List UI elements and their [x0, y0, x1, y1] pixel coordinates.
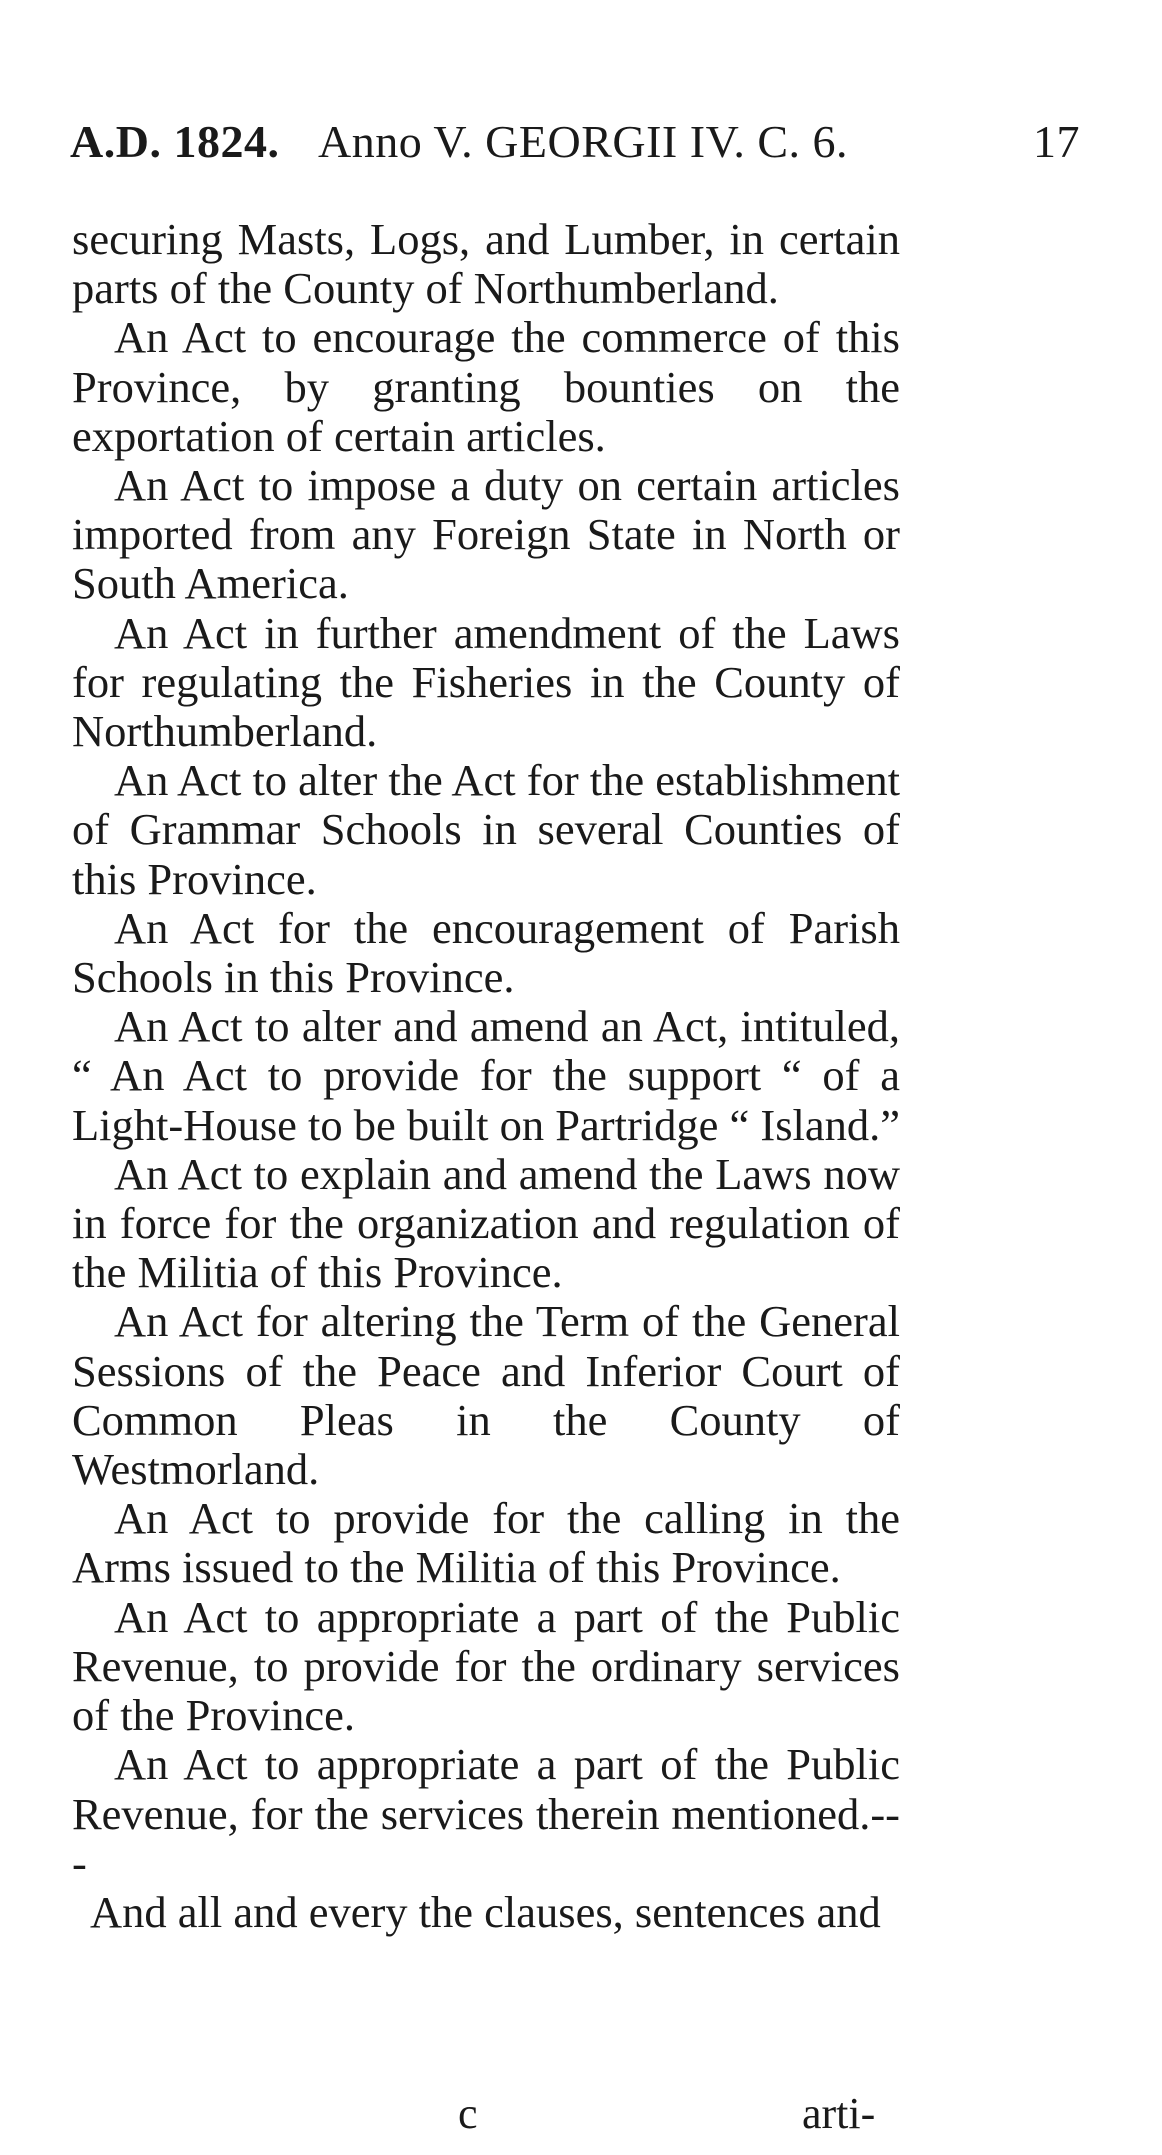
- paragraph: And all and every the clauses, sentences and: [90, 1886, 881, 1937]
- regnal-heading: Anno V. GEORGII IV. C. 6.: [318, 116, 849, 167]
- catchword: arti-: [802, 2089, 876, 2138]
- paragraph: An Act to alter and amend an Act, intituled, “ An Act to provide for the support “ of a Light-House to be built on Partridge “ Island.”: [72, 1001, 901, 1150]
- page-number: 17: [1033, 116, 1080, 167]
- paragraph: An Act in further amendment of the Laws for regulating the Fisheries in the County of Northumberland.: [72, 607, 900, 757]
- paragraph: An Act to appropriate a part of the Public Revenue, for the services therein mentioned.---: [72, 1739, 900, 1888]
- paragraph: securing Masts, Logs, and Lumber, in certain parts of the County of Northumberland.: [72, 214, 900, 314]
- paragraph: An Act to appropriate a part of the Public Revenue, to provide for the ordinary services of the Province.: [72, 1591, 900, 1741]
- paragraph: An Act to encourage the commerce of this Province, by granting bounties on the exportation of certain articles.: [72, 312, 900, 461]
- paragraph: An Act to alter the Act for the establishment of Grammar Schools in several Counties of this Province.: [72, 755, 900, 904]
- paragraph: An Act to explain and amend the Laws now in force for the organization and regulation of the Militia of this Province.: [72, 1148, 900, 1298]
- paragraph: An Act to provide for the calling in the Arms issued to the Militia of this Province.: [72, 1493, 900, 1593]
- paragraph: An Act for altering the Term of the General Sessions of the Peace and Inferior Court of Common Pleas in the County of Westmorland.: [72, 1296, 900, 1495]
- signature-mark: c: [458, 2089, 478, 2138]
- paragraph: An Act to impose a duty on certain articles imported from any Foreign State in North or South America.: [72, 460, 900, 609]
- paragraph: An Act for the encouragement of Parish Schools in this Province.: [72, 902, 900, 1003]
- signature-line: [0, 2088, 1162, 2140]
- running-head: [70, 112, 1080, 172]
- year-heading: A.D. 1824.: [70, 116, 280, 167]
- text-body: [72, 215, 900, 1937]
